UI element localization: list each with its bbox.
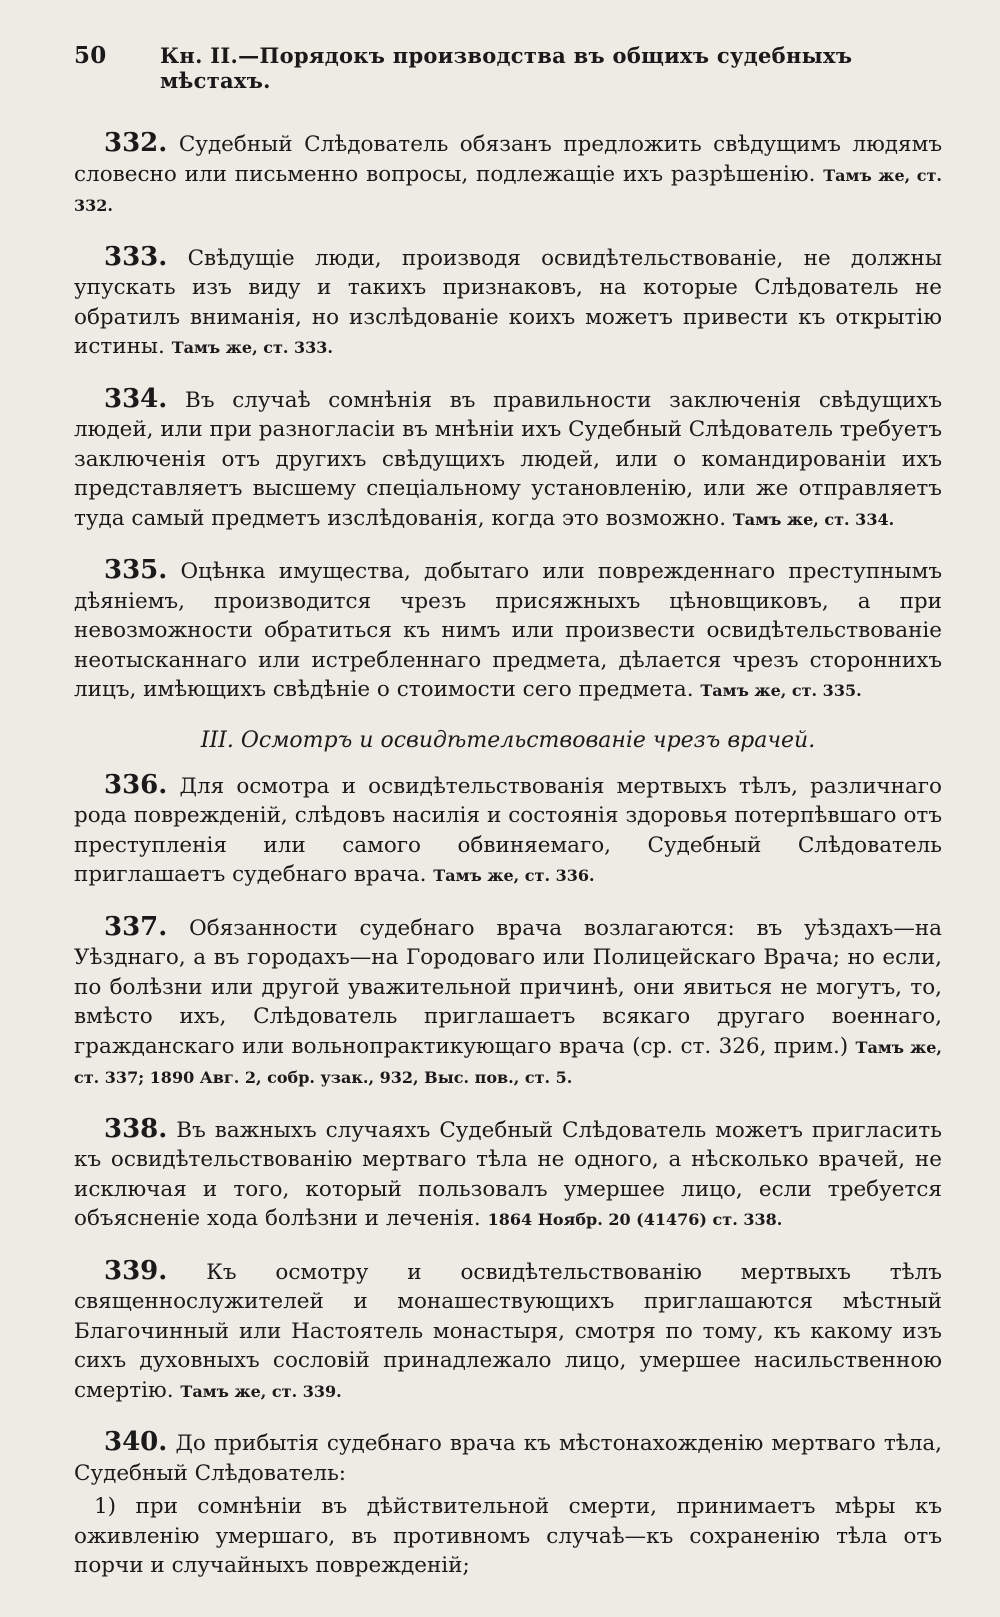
article-text: Свѣдущіе люди, производя освидѣтельствованіе, не должны упускать изъ виду и такихъ признаковъ, на которые Слѣдователь не обратилъ вниманія, но изслѣдованіе коихъ можетъ привести къ открытію истины. <box>74 245 942 359</box>
article-number: 338. <box>104 1113 168 1144</box>
article-text: Судебный Слѣдователь обязанъ предложить свѣдущимъ людямъ словесно или письменно вопросы, подлежащіе ихъ разрѣшенію. <box>74 132 942 187</box>
article-text: Для осмотра и освидѣтельствованія мертвыхъ тѣлъ, различнаго рода поврежденій, слѣдовъ насилія и состоянія здоровья потерпѣвшаго отъ преступленія или самого обвиняемаго, Судебный Слѣдователь приглашаетъ судебнаго врача. <box>74 773 942 887</box>
article-number: 335. <box>104 555 168 585</box>
article-reference: Тамъ же, ст. 334. <box>732 509 895 529</box>
article-number: 336. <box>104 769 168 800</box>
section-title: III. Осмотръ и освидѣтельствованіе чрезъ врачей. <box>200 727 816 753</box>
article-reference: Тамъ же, ст. 339. <box>180 1381 342 1401</box>
article-336 <box>74 771 942 891</box>
article-reference: Тамъ же, ст. 333. <box>171 338 333 357</box>
article-text: Оцѣнка имущества, добытаго или поврежденнаго преступнымъ дѣяніемъ, производится чрезъ присяжныхъ цѣновщиковъ, а при невозможности обратиться къ нимъ или произвести освидѣтельствованіе неотысканнаго или истребленнаго предмета, дѣлается чрезъ стороннихъ лицъ, имѣющихъ свѣдѣніе о стоимости сего предмета. <box>74 559 942 702</box>
article-333 <box>74 243 942 363</box>
article-reference: Тамъ же, ст. 332. <box>74 165 943 215</box>
article-number: 332. <box>104 128 168 158</box>
article-text: До прибытія судебнаго врача къ мѣстонахожденію мертваго тѣла, Судебный Слѣдователь: <box>74 1431 943 1486</box>
article-339 <box>74 1257 942 1407</box>
article-text: Въ важныхъ случаяхъ Судебный Слѣдователь можетъ пригласить къ освидѣтельствованію мертваго тѣла не одного, а нѣсколько врачей, не исключая и того, который пользовалъ умершее лицо, если требуется объясненіе хода болѣзни и леченія. <box>74 1117 942 1231</box>
article-reference: Тамъ же, ст. 335. <box>700 681 862 700</box>
article-reference: Тамъ же, ст. 337; 1890 Авг. 2, собр. узак., 932, Выс. пов., ст. 5. <box>74 1037 942 1087</box>
article-335 <box>74 556 942 706</box>
article-337 <box>74 913 942 1093</box>
article-number: 337. <box>104 911 168 942</box>
article-338 <box>74 1115 942 1235</box>
article-text: Къ осмотру и освидѣтельствованію мертвыхъ тѣлъ священнослужителей и монашествующихъ приглашаются мѣстный Благочинный или Настоятель монастыря, смотря по тому, къ какому изъ сихъ духовныхъ сословій принадлежало лицо, умершее насильственною смертію. <box>74 1259 942 1403</box>
page-header <box>74 42 942 93</box>
article-reference: 1864 Ноябр. 20 (41476) ст. 338. <box>487 1210 783 1229</box>
article-text: Въ случаѣ сомнѣнія въ правильности заключенія свѣдущихъ людей, или при разногласіи въ мнѣніи ихъ Судебный Слѣдователь требуетъ заключенія отъ другихъ свѣдущихъ людей, или о командированіи ихъ представляетъ высшему спеціальному установленію, или же отправляетъ туда самый предметъ изслѣдованія, когда это возможно. <box>74 387 942 531</box>
article-340-item-1: 1) при сомнѣніи въ дѣйствительной смерти, принимаетъ мѣры къ оживленію умершаго, въ противномъ случаѣ—къ сохраненію тѣла отъ порчи и случайныхъ поврежденій; <box>74 1494 942 1578</box>
page-number: 50 <box>74 42 107 69</box>
article-number: 340. <box>104 1427 168 1457</box>
article-reference: Тамъ же, ст. 336. <box>433 866 595 885</box>
running-head: Кн. II.—Порядокъ производства въ общихъ судебныхъ мѣстахъ. <box>160 43 853 93</box>
article-number: 333. <box>104 241 168 272</box>
article-332 <box>74 129 942 221</box>
article-number: 339. <box>104 1255 168 1286</box>
article-334 <box>74 385 942 535</box>
article-text: Обязанности судебнаго врача возлагаются: въ уѣздахъ—на Уѣзднаго, а въ городахъ—на Городоваго или Полицейскаго Врача; но если, по болѣзни или другой уважительной причинѣ, они явиться не могутъ, то, вмѣсто ихъ, Слѣдователь приглашаетъ всякаго другаго военнаго, гражданскаго или вольнопрактикующаго врача (ср. ст. 326, прим.) <box>74 915 942 1059</box>
article-number: 334. <box>104 383 168 414</box>
article-340 <box>74 1428 942 1488</box>
